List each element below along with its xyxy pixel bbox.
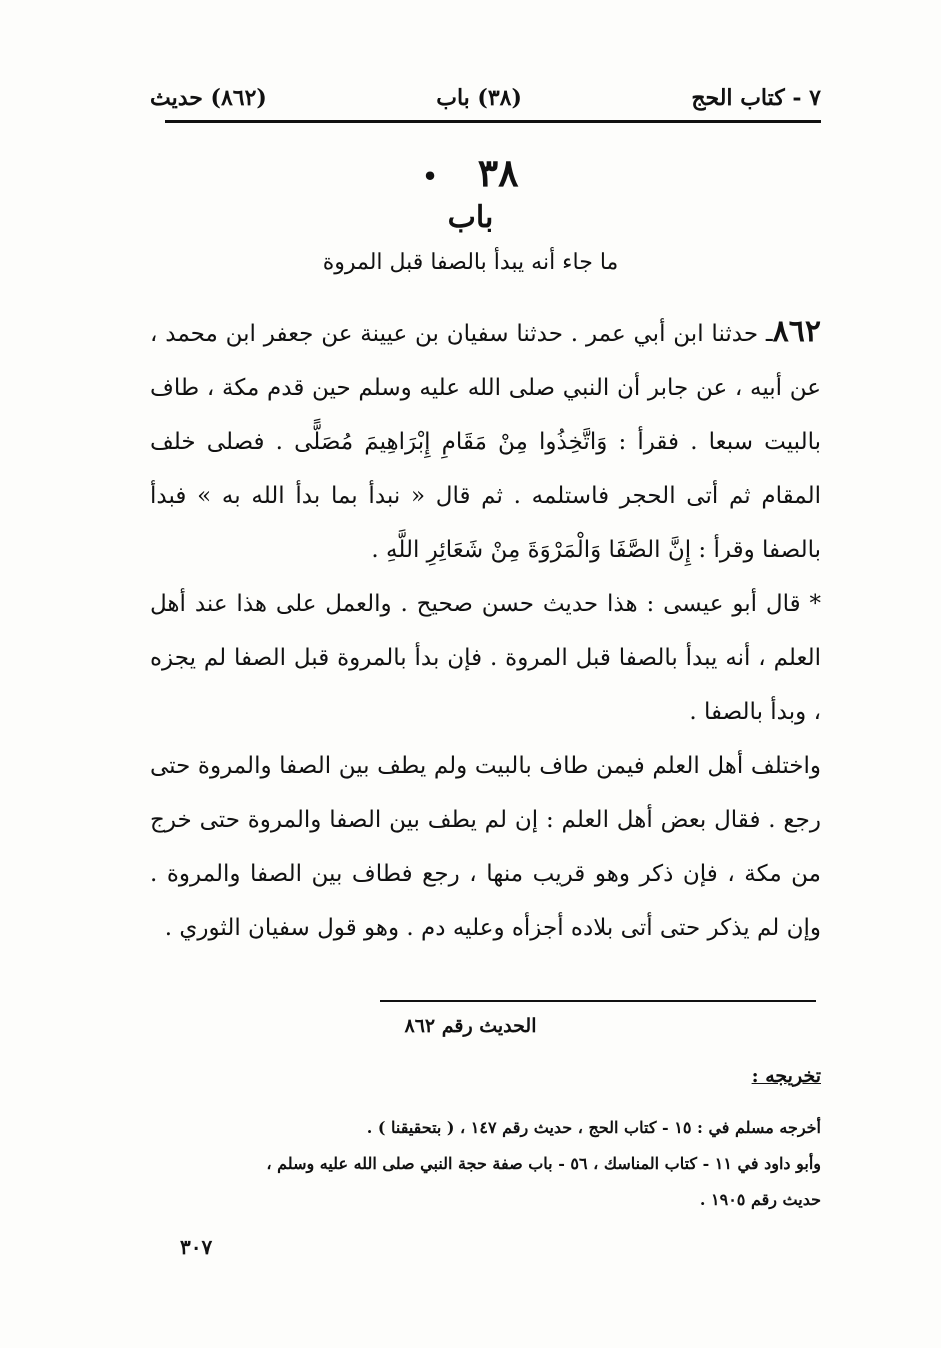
- chapter-marker: •: [422, 162, 438, 191]
- hadith-text: ـ حدثنا ابن أبي عمر . حدثنا سفيان بن عيينة عن جعفر ابن محمد ، عن أبيه ، عن جابر أن النبي صلى الله عليه وسلم حين قدم مكة ، طاف بالبيت سبعا . فقرأ : وَاتَّخِذُوا مِنْ مَقَامِ إِبْرَاهِيمَ مُصَلًّى . فصلى خلف المقام ثم أتى الحجر فاستلمه . ثم قال « نبدأ بما بدأ الله به » فبدأ بالصفا وقرأ : إِنَّ الصَّفَا وَالْمَرْوَةَ مِنْ شَعَائِرِ اللَّهِ .: [150, 321, 821, 563]
- footnote-line: وأبو داود في ١١ - كتاب المناسك ، ٥٦ - باب صفة حجة النبي صلى الله عليه وسلم ،: [266, 1154, 821, 1173]
- hadith-number: ٨٦٢: [772, 314, 821, 349]
- header-hadith: (٨٦٢) حديث: [150, 85, 267, 111]
- footnote-lines: [150, 1110, 821, 1218]
- footnote-heading: الحديث رقم ٨٦٢: [404, 1015, 537, 1037]
- main-text: [150, 305, 821, 955]
- footnote-rule: [380, 1000, 816, 1002]
- page-number: ٣٠٧: [180, 1235, 213, 1259]
- header-book: ٧ - كتاب الحج: [691, 85, 821, 111]
- running-header: [150, 78, 821, 118]
- footnote-line: حديث رقم ١٩٠٥ .: [699, 1190, 821, 1209]
- header-rule: [165, 120, 821, 123]
- chapter-number-value: ٣٨: [477, 150, 519, 195]
- header-chapter: (٣٨) باب: [436, 85, 522, 111]
- footnote-line: أخرجه مسلم في : ١٥ - كتاب الحج ، حديث رقم ١٤٧ ، ( بتحقيقنا ) .: [366, 1118, 821, 1137]
- chapter-title: ما جاء أنه يبدأ بالصفا قبل المروة: [322, 250, 619, 275]
- takhrij-label: تخريجه :: [751, 1065, 821, 1087]
- paragraph-opinions: واختلف أهل العلم فيمن طاف بالبيت ولم يطف بين الصفا والمروة حتى رجع . فقال بعض أهل العلم : إن لم يطف بين الصفا والمروة حتى خرج من مكة ، فإن ذكر وهو قريب منها ، رجع فطاف بين الصفا والمروة . وإن لم يذكر حتى أتى بلاده أجزأه وعليه دم . وهو قول سفيان الثوري .: [150, 753, 821, 941]
- chapter-label: باب: [447, 200, 494, 235]
- paragraph-hadith: [150, 305, 821, 577]
- chapter-number: [0, 150, 941, 195]
- paragraph-commentary: * قال أبو عيسى : هذا حديث حسن صحيح . والعمل على هذا عند أهل العلم ، أنه يبدأ بالصفا قبل المروة . فإن بدأ بالمروة قبل الصفا لم يجزه ، وبدأ بالصفا .: [150, 591, 821, 725]
